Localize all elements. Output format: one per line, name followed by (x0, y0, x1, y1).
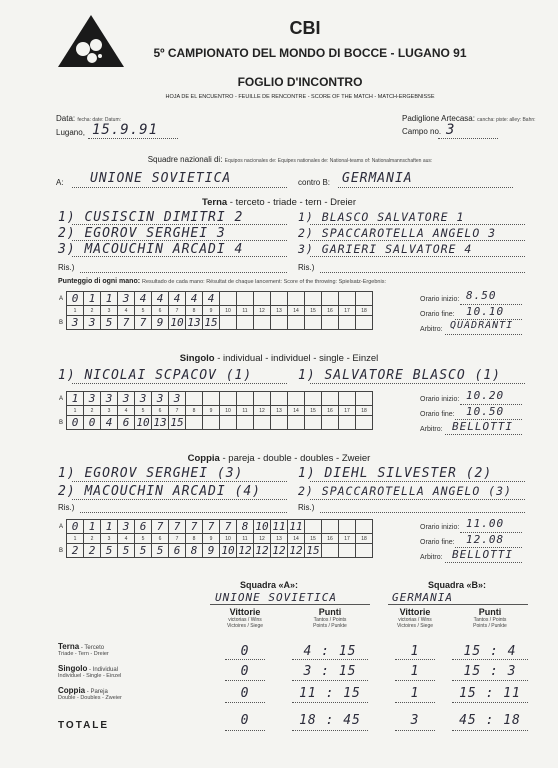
grid-cell: 3 (118, 392, 135, 406)
wins-header-b: Vittorie victorias / Wins Victoires / Siege (396, 607, 434, 629)
grid-cell: 4 (152, 292, 169, 306)
terna-end: 10.10 (466, 305, 505, 318)
grid-cell: 13 (153, 416, 167, 429)
grid-cell: 4 (101, 416, 118, 430)
grid-cell (322, 416, 339, 430)
grid-cell: 12 (238, 544, 252, 557)
singolo-a-pts: 3 : 15 (303, 664, 357, 679)
grid-cell: 3 (118, 520, 135, 534)
grid-cell: 9 (203, 406, 220, 416)
grid-cell: 13 (271, 306, 288, 316)
terna-ris-b: Ris.) (298, 263, 315, 272)
grid-cell: 12 (289, 544, 303, 557)
grid-cell (339, 520, 356, 534)
grid-cell: 10 (220, 306, 237, 316)
grid-cell: 10 (255, 520, 269, 533)
grid-cell (237, 316, 254, 330)
coppia-a-pts: 11 : 15 (299, 686, 361, 701)
grid-cell (288, 316, 305, 330)
grid-cell: 8 (186, 534, 203, 544)
team-a: UNIONE SOVIETICA (90, 171, 232, 186)
grid-cell: 7 (169, 520, 186, 534)
grid-cell (305, 292, 322, 306)
grid-cell (237, 392, 254, 406)
grid-cell: 13 (187, 316, 201, 329)
grid-cell: 12 (254, 406, 271, 416)
grid-cell (237, 416, 254, 430)
grid-cell: 4 (135, 292, 152, 306)
grid-cell: 15 (306, 544, 320, 557)
terna-end-label: Orario fine: (420, 311, 455, 318)
grid-cell: 3 (135, 392, 152, 406)
grid-cell: 5 (101, 316, 118, 330)
grid-cell: 18 (356, 534, 373, 544)
grid-cell: 3 (84, 392, 101, 406)
grid-cell (271, 392, 288, 406)
singolo-a-player: 1) NICOLAI SCPACOV (1) (58, 368, 253, 383)
grid-cell (356, 416, 373, 430)
grid-cell: 18 (356, 306, 373, 316)
grid-cell: 3 (152, 392, 169, 406)
grid-cell: 4 (118, 406, 135, 416)
grid-cell (254, 292, 271, 306)
terna-ref-label: Arbitro: (420, 326, 443, 333)
grid-cell (356, 292, 373, 306)
grid-cell: 6 (135, 520, 152, 534)
grid-cell: 4 (118, 306, 135, 316)
grid-cell: 3 (101, 306, 118, 316)
grid-cell: 6 (152, 406, 169, 416)
grid-cell: 11 (237, 534, 254, 544)
singolo-a-wins: 0 (240, 664, 250, 679)
grid-cell: 0 (84, 416, 101, 430)
match-date: 15.9.91 (92, 122, 159, 138)
grid-cell: 12 (254, 306, 271, 316)
grid-cell: 10 (220, 534, 237, 544)
grid-cell: 7 (169, 534, 186, 544)
grid-cell (271, 416, 288, 430)
doc-subtitle: HOJA DE EL ENCUENTRO - FEUILLE DE RENCONTRE - SCORE OF THE MATCH - MATCH-ERGEBNISSE (165, 94, 435, 100)
coppia-a-wins: 0 (240, 686, 250, 701)
grid-cell: 6 (169, 544, 186, 558)
coppia-a-player-2: 2) MACOUCHIN ARCADI (4) (58, 484, 262, 499)
coppia-ref-label: Arbitro: (420, 554, 443, 561)
singolo-heading: Singolo - individual - individuel - single - Einzel (179, 353, 379, 364)
grid-cell (305, 392, 322, 406)
grid-cell: 5 (135, 534, 152, 544)
grid-cell: 7 (152, 520, 169, 534)
grid-cell: 2 (84, 544, 101, 558)
teams-label: Squadre nazionali di: Equipos nacionales de: Equipes nationales de: National-teams of: Nationalmannschaften aus: (147, 155, 433, 164)
grid-cell: 5 (135, 406, 152, 416)
terna-b-player-2: 2) SPACCAROTELLA ANGELO 3 (298, 226, 497, 240)
grid-cell (339, 416, 356, 430)
grid-cell: 16 (322, 306, 339, 316)
grid-cell (271, 316, 288, 330)
coppia-b-player-1: 1) DIEHL SILVESTER (2) (298, 466, 493, 481)
singolo-b-pts: 15 : 3 (463, 664, 517, 679)
grid-cell (322, 292, 339, 306)
grid-cell (322, 316, 339, 330)
grid-cell: 8 (186, 544, 203, 558)
grid-cell: 6 (152, 306, 169, 316)
grid-cell: 10 (136, 416, 150, 429)
coppia-a-player-1: 1) EGOROV SERGHEI (3) (58, 466, 244, 481)
grid-cell: 17 (339, 406, 356, 416)
grid-cell (186, 392, 203, 406)
grid-cell: 3 (169, 392, 186, 406)
team-a-label: A: (56, 178, 64, 187)
grid-cell (339, 392, 356, 406)
grid-cell: 7 (203, 520, 220, 534)
grid-cell: 2 (84, 306, 101, 316)
grid-cell: A (58, 295, 63, 302)
summary-row-coppia: Coppia - Pareja Double - Doubles - Zweier (58, 686, 122, 701)
grid-cell (322, 544, 339, 558)
coppia-end-label: Orario fine: (420, 539, 455, 546)
court-label: Campo no. (402, 127, 442, 136)
grid-cell: 3 (118, 292, 135, 306)
squad-b: GERMANIA (392, 591, 453, 604)
grid-cell: 12 (254, 534, 271, 544)
terna-b-pts: 15 : 4 (463, 644, 517, 659)
grid-cell: 0 (67, 520, 84, 534)
grid-cell: 2 (84, 534, 101, 544)
grid-cell (305, 416, 322, 430)
grid-cell: 18 (356, 406, 373, 416)
doc-title: FOGLIO D'INCONTRO (237, 75, 363, 89)
grid-cell (271, 292, 288, 306)
grid-cell: 6 (152, 534, 169, 544)
grid-cell (186, 416, 203, 430)
grid-cell (203, 416, 220, 430)
grid-cell (254, 316, 271, 330)
summary-row-terna: Terna - Terceto Triade - Tern - Dreier (58, 642, 109, 657)
grid-cell: 15 (305, 534, 322, 544)
court-number: 3 (446, 122, 456, 138)
grid-cell: 4 (118, 534, 135, 544)
terna-score-grid (56, 291, 373, 330)
event-title: 5º CAMPIONATO DEL MONDO DI BOCCE - LUGANO 91 (153, 46, 467, 60)
coppia-end: 12.08 (466, 533, 505, 546)
grid-cell: 7 (220, 520, 237, 534)
coppia-ris-a: Ris.) (58, 503, 75, 512)
grid-cell: 15 (204, 316, 218, 329)
grid-cell: 4 (203, 292, 220, 306)
grid-cell: A (58, 523, 63, 530)
grid-cell: 2 (67, 544, 84, 558)
grid-cell: A (58, 395, 63, 402)
grid-cell: 16 (322, 406, 339, 416)
org-name: CBI (289, 18, 321, 38)
grid-cell (288, 416, 305, 430)
date-label: Data: fecha: date: Datum: (56, 114, 121, 123)
total-b-pts: 45 : 18 (459, 713, 521, 728)
grid-cell: 7 (118, 316, 135, 330)
terna-a-player-1: 1) CUSISCIN DIMITRI 2 (58, 210, 244, 225)
grid-cell (322, 520, 339, 534)
grid-cell: 9 (203, 544, 220, 558)
singolo-end: 10.50 (466, 405, 505, 418)
grid-cell (356, 544, 373, 558)
grid-cell: 17 (339, 306, 356, 316)
grid-cell: 15 (305, 306, 322, 316)
grid-cell: 5 (101, 544, 118, 558)
grid-cell: 14 (288, 534, 305, 544)
city: Lugano, (56, 128, 85, 137)
grid-cell (237, 292, 254, 306)
total-a-wins: 0 (240, 713, 250, 728)
terna-a-player-3: 3) MACOUCHIN ARCADI 4 (58, 242, 244, 257)
points-label: Punteggio di ogni mano: Resultado de cada mano: Résultat de chaque lancement: Score of the throwing: Spielsatz-Ergebnis: (58, 278, 386, 285)
grid-cell: 2 (84, 406, 101, 416)
grid-cell (56, 406, 67, 416)
grid-cell (322, 392, 339, 406)
grid-cell: B (58, 319, 63, 326)
grid-cell (220, 316, 237, 330)
grid-cell (305, 520, 322, 534)
singolo-b-wins: 1 (410, 664, 420, 679)
points-header-a: Punti Tantos / Points Points / Punkte (313, 607, 347, 629)
grid-cell (305, 316, 322, 330)
team-b: GERMANIA (342, 171, 413, 186)
grid-cell (203, 392, 220, 406)
grid-cell: 0 (67, 416, 84, 430)
singolo-start-label: Orario inizio: (420, 396, 460, 403)
grid-cell: 8 (186, 306, 203, 316)
grid-cell (356, 392, 373, 406)
terna-heading: Terna - terceto - triade - tern - Dreier (202, 197, 356, 208)
grid-cell: 15 (305, 406, 322, 416)
grid-cell: 10 (221, 544, 235, 557)
grid-cell (254, 416, 271, 430)
coppia-heading: Coppia - pareja - double - doubles - Zweier (187, 453, 371, 464)
grid-cell: 8 (237, 520, 254, 534)
grid-cell: 1 (67, 392, 84, 406)
grid-cell (56, 534, 67, 544)
grid-cell: 6 (118, 416, 135, 430)
terna-ris-a: Ris.) (58, 263, 75, 272)
singolo-ref-label: Arbitro: (420, 426, 443, 433)
grid-cell: 11 (272, 520, 286, 533)
terna-b-wins: 1 (410, 644, 420, 659)
terna-a-player-2: 2) EGOROV SERGHEI 3 (58, 226, 226, 241)
grid-cell (254, 392, 271, 406)
grid-cell: 1 (67, 534, 84, 544)
grid-cell (56, 306, 67, 316)
pad-label: Padiglione Artecasa: cancha: piste: alley: Bahn: (402, 114, 536, 123)
grid-cell (220, 292, 237, 306)
grid-cell: 9 (203, 534, 220, 544)
grid-cell: 11 (289, 520, 303, 533)
singolo-end-label: Orario fine: (420, 411, 455, 418)
grid-cell: 3 (101, 534, 118, 544)
terna-start: 8.50 (466, 289, 497, 302)
grid-cell (288, 392, 305, 406)
grid-cell: 11 (237, 306, 254, 316)
grid-cell: 1 (67, 406, 84, 416)
grid-cell: 9 (203, 306, 220, 316)
points-header-b: Punti Tantos / Points Points / Punkte (473, 607, 507, 629)
grid-cell: 7 (169, 406, 186, 416)
grid-cell (356, 520, 373, 534)
grid-cell: 10 (220, 406, 237, 416)
total-b-wins: 3 (410, 713, 420, 728)
grid-cell (288, 292, 305, 306)
grid-cell: 3 (101, 392, 118, 406)
grid-cell: 8 (186, 406, 203, 416)
terna-a-pts: 4 : 15 (303, 644, 357, 659)
grid-cell: 4 (169, 292, 186, 306)
terna-b-player-3: 3) GARIERI SALVATORE 4 (298, 242, 473, 256)
coppia-start-label: Orario inizio: (420, 524, 460, 531)
grid-cell (220, 416, 237, 430)
grid-cell: 14 (288, 406, 305, 416)
grid-cell: 12 (255, 544, 269, 557)
team-b-label: contro B: (298, 178, 331, 187)
grid-cell: B (58, 547, 63, 554)
grid-cell: B (58, 419, 63, 426)
grid-cell: 17 (339, 534, 356, 544)
grid-cell: 5 (118, 544, 135, 558)
grid-cell: 12 (272, 544, 286, 557)
singolo-score-grid (56, 391, 373, 430)
coppia-b-pts: 15 : 11 (459, 686, 521, 701)
grid-cell: 7 (135, 316, 152, 330)
grid-cell: 10 (170, 316, 184, 329)
grid-cell: 13 (271, 534, 288, 544)
grid-cell: 5 (152, 544, 169, 558)
grid-cell: 13 (271, 406, 288, 416)
grid-cell (356, 316, 373, 330)
total-a-pts: 18 : 45 (299, 713, 361, 728)
squad-a: UNIONE SOVIETICA (215, 591, 337, 604)
grid-cell: 11 (237, 406, 254, 416)
coppia-b-player-2: 2) SPACCAROTELLA ANGELO (3) (298, 484, 512, 498)
grid-cell: 4 (186, 292, 203, 306)
grid-cell: 14 (288, 306, 305, 316)
cbi-logo (56, 13, 126, 69)
wins-header-a: Vittorie victorias / Wins Victoires / Siege (226, 607, 264, 629)
grid-cell: 3 (67, 316, 84, 330)
grid-cell: 1 (67, 306, 84, 316)
grid-cell: 1 (84, 292, 101, 306)
grid-cell (339, 292, 356, 306)
coppia-start: 11.00 (466, 517, 505, 530)
grid-cell (339, 544, 356, 558)
singolo-start: 10.20 (466, 389, 505, 402)
singolo-b-player: 1) SALVATORE BLASCO (1) (298, 368, 502, 383)
terna-start-label: Orario inizio: (420, 296, 460, 303)
grid-cell: 1 (84, 520, 101, 534)
coppia-ris-b: Ris.) (298, 503, 315, 512)
terna-a-wins: 0 (240, 644, 250, 659)
grid-cell: 16 (322, 534, 339, 544)
squad-a-label: Squadra «A»: (240, 580, 299, 590)
grid-cell (339, 316, 356, 330)
grid-cell: 3 (101, 406, 118, 416)
terna-ref: QUADRANTI (450, 320, 514, 331)
grid-cell: 15 (170, 416, 184, 429)
grid-cell: 5 (135, 544, 152, 558)
terna-b-player-1: 1) BLASCO SALVATORE 1 (298, 210, 465, 224)
squad-b-label: Squadra «B»: (428, 580, 487, 590)
coppia-ref: BELLOTTI (452, 548, 513, 561)
grid-cell: 9 (152, 316, 169, 330)
grid-cell: 1 (101, 520, 118, 534)
coppia-score-grid (56, 519, 373, 558)
grid-cell: 7 (169, 306, 186, 316)
grid-cell (220, 392, 237, 406)
grid-cell: 1 (101, 292, 118, 306)
score-cell: 0 (67, 292, 84, 306)
singolo-ref: BELLOTTI (452, 420, 513, 433)
grid-cell: 7 (186, 520, 203, 534)
coppia-b-wins: 1 (410, 686, 420, 701)
summary-row-singolo: Singolo - Individual Individuel - Single - Einzel (58, 664, 122, 679)
grid-cell: 5 (135, 306, 152, 316)
total-label: TOTALE (58, 720, 110, 731)
grid-cell: 3 (84, 316, 101, 330)
